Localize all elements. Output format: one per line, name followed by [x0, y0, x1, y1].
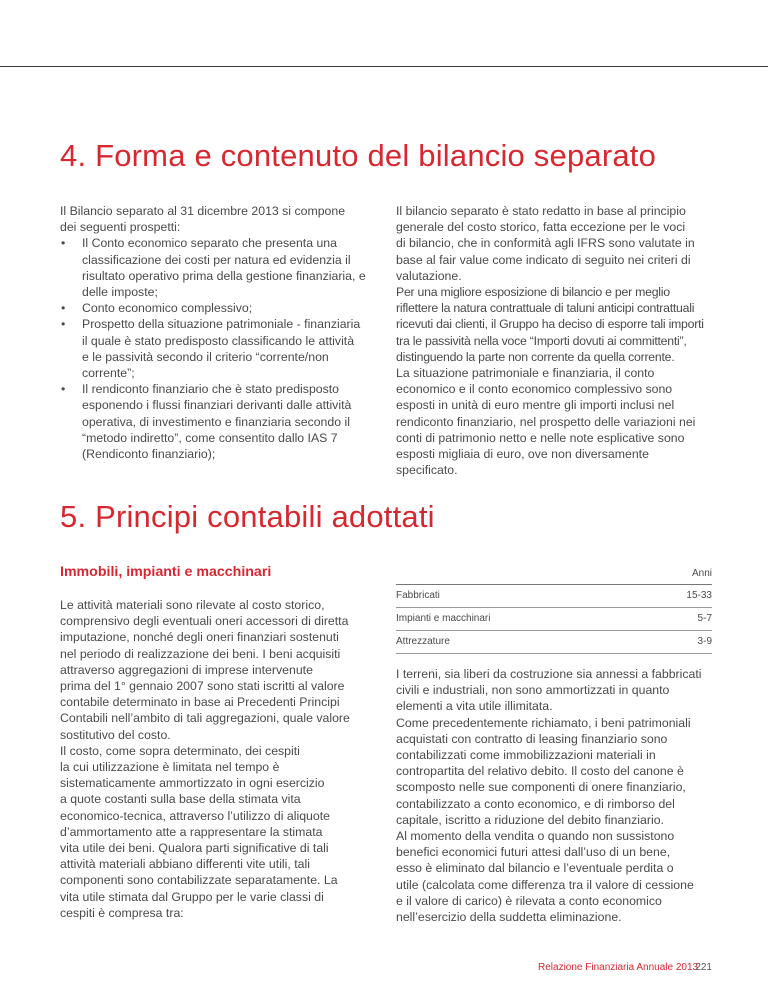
section-5-title: 5. Principi contabili adottati	[60, 499, 435, 534]
table-cell-label: Impianti e macchinari	[396, 613, 491, 624]
table-cell-value: 5-7	[697, 613, 712, 624]
table-cell-label: Attrezzature	[396, 636, 450, 647]
bullet-icon: •	[61, 236, 66, 251]
table-cell-value: 3-9	[697, 636, 712, 647]
section-4-intro: Il Bilancio separato al 31 dicembre 2013 si compone dei seguenti prospetti:	[60, 204, 346, 235]
paragraph-tangible-assets: Le attività materiali sono rilevate al costo storico, comprensivo degli eventuali oneri accessori di diretta imputazione, nonché degli oneri finanziari sostenuti nel periodo di realizzazione dei beni. I beni acquisiti attraverso aggregazioni di imprese intervenute prima del 1° gennaio 2007 sono stati iscritti al valore contabile determinato in base ai Precedenti Principi Contabili nell’ambito di tali aggregazioni, quale valore sostitutivo del costo. Il costo, come sopra determinato, dei cespiti la cui utilizzazione è limitata nel tempo è sistematicamente ammortizzato in ogni esercizio a quote costanti sulla base della stimata vita economico-tecnica, attraverso l’utilizzo di aliquote d’ammortamento atte a rappresentare la stimata vita utile dei beni. Qualora parti significative di tali attività materiali abbiano differenti vite utili, tali componenti sono contabilizzate separatamente. La vita utile stimata dal Gruppo per le varie classi di cespiti è compresa tra:	[60, 598, 350, 920]
table-cell-label: Fabbricati	[396, 590, 440, 601]
bullet-icon: •	[61, 317, 66, 332]
list-item: • Il rendiconto finanziario che è stato predisposto esponendo i flussi finanziari derivanti dalle attività operativa, di investimento e finanziaria secondo il “metodo indiretto”, come consentito dallo IAS 7 (Rendiconto finanziario);	[61, 382, 352, 462]
section-4-right-column	[396, 203, 711, 478]
bullet-icon: •	[61, 301, 66, 316]
section-4-title: 4. Forma e contenuto del bilancio separato	[60, 138, 657, 173]
subsection-title: Immobili, impianti e macchinari	[60, 564, 272, 580]
list-item: • Prospetto della situazione patrimoniale - finanziaria il quale è stato predisposto classificando le attività e le passività secondo il criterio “corrente/non corrente”;	[61, 317, 361, 381]
section-5-right-column	[396, 666, 712, 925]
bullet-icon: •	[61, 382, 66, 397]
table-cell-value: 15-33	[686, 590, 712, 601]
statements-list	[60, 235, 375, 462]
section-5-left-column	[60, 597, 376, 921]
paragraph-advances: Per una migliore esposizione di bilancio e per meglio riflettere la natura contrattuale di taluni anticipi contrattuali ricevuti dai clienti, il Gruppo ha deciso di esporre tali importi tra le passività nella voce “Importi dovuti ai committenti”, distinguendo la parte non corrente da quella corrente.	[396, 285, 704, 364]
footer-report-title: Relazione Finanziaria Annuale 2013	[538, 962, 699, 973]
paragraph-units: La situazione patrimoniale e finanziaria, il conto economico e il conto economico complessivo sono esposti in unità di euro mentre gli importi inclusi nel rendiconto finanziario, nel prospetto delle variazioni nei conti di patrimonio netto e nelle note esplicative sono esposti migliaia di euro, ove non diversamente specificato.	[396, 366, 696, 478]
top-rule	[0, 66, 768, 67]
list-item: • Il Conto economico separato che presenta una classificazione dei costi per natura ed evidenzia il risultato operativo prima della gestione finanziaria, e delle imposte;	[61, 236, 366, 300]
section-4-left-column	[60, 203, 375, 462]
table-row	[396, 585, 712, 608]
useful-life-table	[396, 563, 712, 654]
table-row	[396, 608, 712, 631]
list-item: • Conto economico complessivo;	[61, 301, 253, 316]
table-header: Anni	[396, 563, 712, 585]
paragraph-basis: Il bilancio separato è stato redatto in base al principio generale del costo storico, fatta eccezione per le voci di bilancio, che in conformità agli IFRS sono valutate in base al fair value come indicato di seguito nei criteri di valutazione.	[396, 204, 695, 283]
page-number: 221	[695, 962, 712, 973]
paragraph-land-leasing: I terreni, sia liberi da costruzione sia annessi a fabbricati civili e industriali, non sono ammortizzati in quanto elementi a vita utile illimitata. Come precedentemente richiamato, i beni patrimoniali acquistati con contratto di leasing finanziario sono contabilizzati come immobilizzazioni materiali in contropartita del relativo debito. Il costo del canone è scomposto nelle sue componenti di onere finanziario, contabilizzato a conto economico, e di rimborso del capitale, iscritto a riduzione del debito finanziario. Al momento della vendita o quando non sussistono benefici economici futuri attesi dall’uso di un bene, esso è eliminato dal bilancio e l’eventuale perdita o utile (calcolata come differenza tra il valore di cessione e il valore di carico) è rilevata a conto economico nell’esercizio della suddetta eliminazione.	[396, 667, 702, 925]
table-row	[396, 631, 712, 654]
